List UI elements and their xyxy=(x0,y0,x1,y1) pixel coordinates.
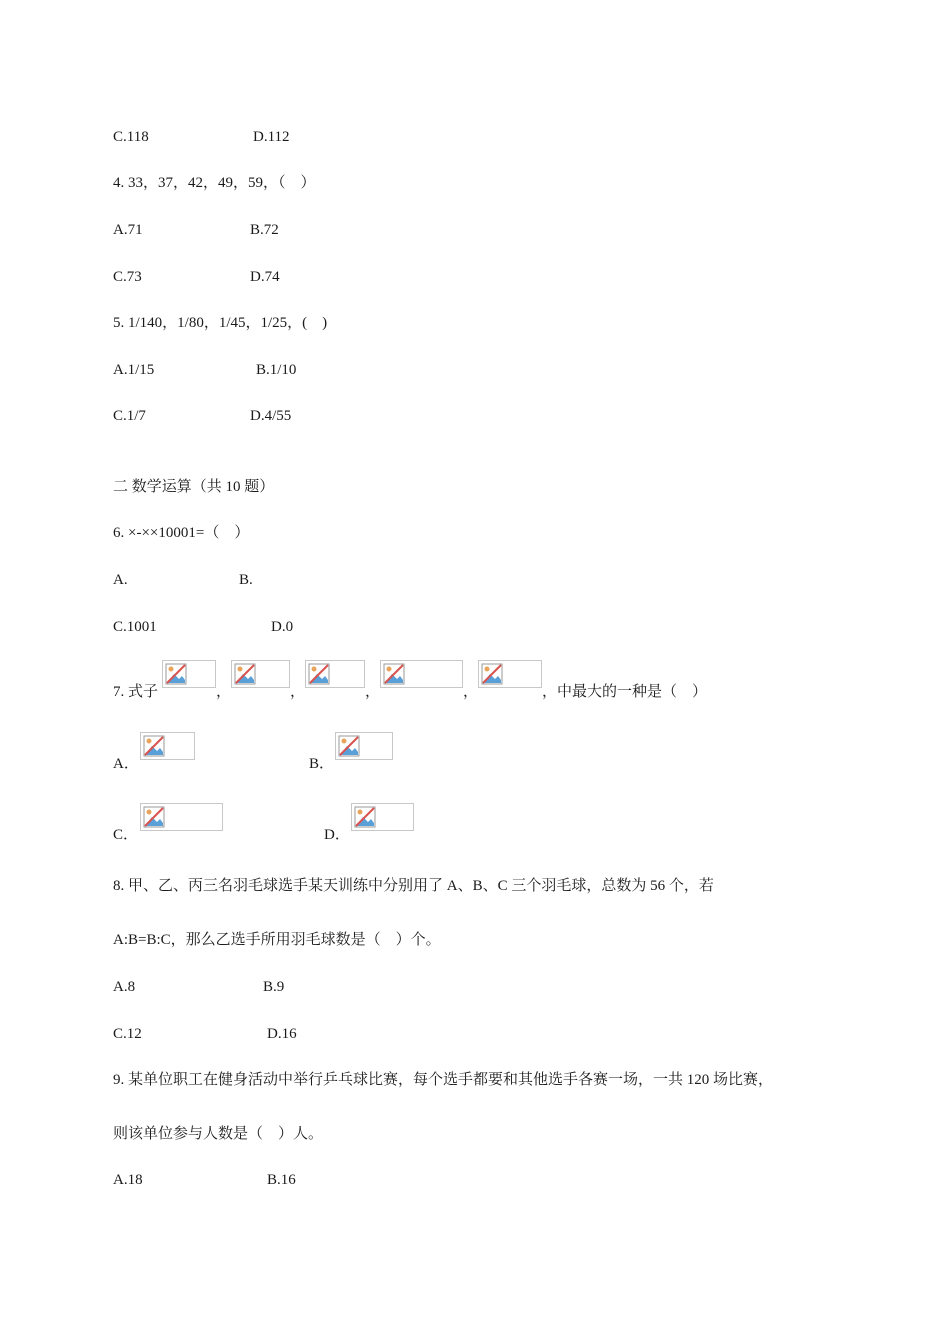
q6-option-c: C.1001 xyxy=(113,619,157,635)
q6-option-d: D.0 xyxy=(271,619,294,635)
q8-option-c: C.12 xyxy=(113,1026,142,1042)
q3-option-d: D.112 xyxy=(253,129,290,145)
section-heading: 二 数学运算（共 10 题） xyxy=(113,479,275,495)
q9-stem-line1: 9. 某单位职工在健身活动中举行乒乓球比赛，每个选手都要和其他选手各赛一场，一共 120 场比赛， xyxy=(113,1072,774,1088)
broken-image-icon xyxy=(140,732,195,760)
q4-option-d: D.74 xyxy=(250,269,280,285)
broken-image-icon xyxy=(162,660,216,688)
q7-separator: ， xyxy=(365,684,381,700)
q7-separator: ， xyxy=(463,684,479,700)
q7-option-a: A． xyxy=(113,756,139,772)
q8-option-b: B.9 xyxy=(263,979,285,995)
q7-separator: ， xyxy=(290,684,306,700)
q4-stem: 4. 33，37，42，49，59，（ ） xyxy=(113,175,316,191)
broken-image-icon xyxy=(140,803,223,831)
q9-stem-line2: 则该单位参与人数是（ ）人。 xyxy=(113,1126,324,1142)
broken-image-icon xyxy=(351,803,414,831)
broken-image-icon xyxy=(231,660,290,688)
q7-separator: ， xyxy=(216,684,232,700)
q4-option-c: C.73 xyxy=(113,269,142,285)
q8-option-a: A.8 xyxy=(113,979,136,995)
q7-option-d: D． xyxy=(324,827,350,843)
q6-option-a: A. xyxy=(113,572,128,588)
q5-stem: 5. 1/140，1/80，1/45，1/25，( ) xyxy=(113,315,328,331)
q3-option-c: C.118 xyxy=(113,129,149,145)
q5-option-c: C.1/7 xyxy=(113,408,146,424)
q8-stem-line2: A:B=B:C，那么乙选手所用羽毛球数是（ ）个。 xyxy=(113,932,441,948)
q5-option-a: A.1/15 xyxy=(113,362,155,378)
q6-stem: 6. ×-××10001=（ ） xyxy=(113,525,250,541)
q4-option-a: A.71 xyxy=(113,222,143,238)
q4-option-b: B.72 xyxy=(250,222,279,238)
q8-option-d: D.16 xyxy=(267,1026,297,1042)
broken-image-icon xyxy=(335,732,393,760)
broken-image-icon xyxy=(305,660,365,688)
broken-image-icon xyxy=(380,660,463,688)
q8-stem-line1: 8. 甲、乙、丙三名羽毛球选手某天训练中分别用了 A、B、C 三个羽毛球，总数为 56 个，若 xyxy=(113,878,714,894)
q7-option-c: C． xyxy=(113,827,139,843)
q5-option-d: D.4/55 xyxy=(250,408,292,424)
q5-option-b: B.1/10 xyxy=(256,362,297,378)
q7-suffix: ，中最大的一种是（ ） xyxy=(542,684,708,700)
q9-option-a: A.18 xyxy=(113,1172,143,1188)
q7-prefix: 7. 式子 xyxy=(113,684,159,700)
q9-option-b: B.16 xyxy=(267,1172,296,1188)
q6-option-b: B. xyxy=(239,572,253,588)
q7-option-b: B． xyxy=(309,756,335,772)
broken-image-icon xyxy=(478,660,542,688)
